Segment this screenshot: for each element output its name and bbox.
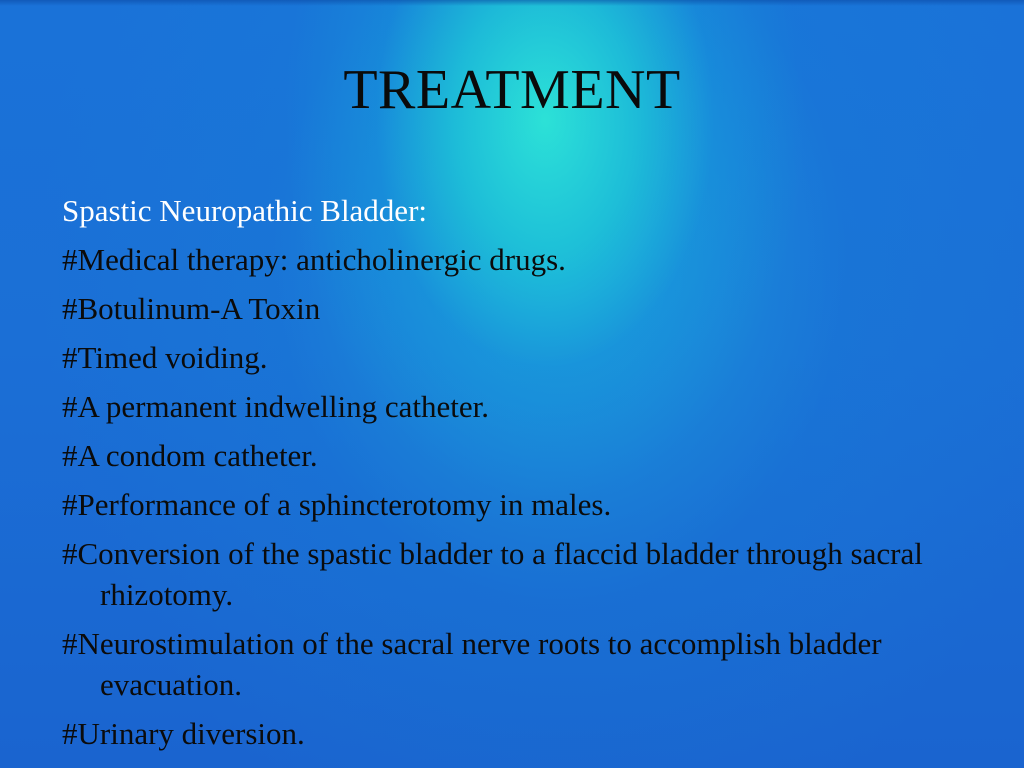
bullet-marker: #	[62, 487, 78, 522]
bullet-text: Timed voiding.	[77, 340, 268, 375]
slide-title: TREATMENT	[343, 59, 681, 121]
bullet-text: A condom catheter.	[77, 438, 318, 473]
bullet-item	[62, 239, 962, 280]
bullet-text: A permanent indwelling catheter.	[77, 389, 489, 424]
bullet-marker: #	[62, 716, 78, 751]
bullet-item	[62, 713, 962, 754]
bullet-text: Medical therapy: anticholinergic drugs.	[77, 242, 566, 277]
bullet-item	[62, 435, 962, 476]
bullet-text: Urinary diversion.	[77, 716, 305, 751]
bullet-item	[62, 337, 962, 378]
bullet-text: Botulinum-A Toxin	[77, 291, 321, 326]
bullet-text: Performance of a sphincterotomy in males.	[77, 487, 612, 522]
bullet-marker: #	[62, 536, 78, 571]
bullet-text: Neurostimulation of the sacral nerve roots to accomplish bladder evacuation.	[77, 626, 882, 702]
slide-body	[62, 190, 962, 762]
bullet-item	[62, 623, 962, 705]
bullet-marker: #	[62, 291, 78, 326]
section-heading: Spastic Neuropathic Bladder:	[62, 193, 428, 228]
bullet-text: Conversion of the spastic bladder to a flaccid bladder through sacral rhizotomy.	[77, 536, 923, 612]
bullet-marker: #	[62, 389, 78, 424]
bullet-item	[62, 533, 962, 615]
top-border	[0, 0, 1024, 6]
bullet-item	[62, 386, 962, 427]
bullet-marker: #	[62, 626, 78, 661]
bullet-marker: #	[62, 242, 78, 277]
bullet-item	[62, 288, 962, 329]
bullet-marker: #	[62, 438, 78, 473]
bullet-item	[62, 484, 962, 525]
bullet-marker: #	[62, 340, 78, 375]
